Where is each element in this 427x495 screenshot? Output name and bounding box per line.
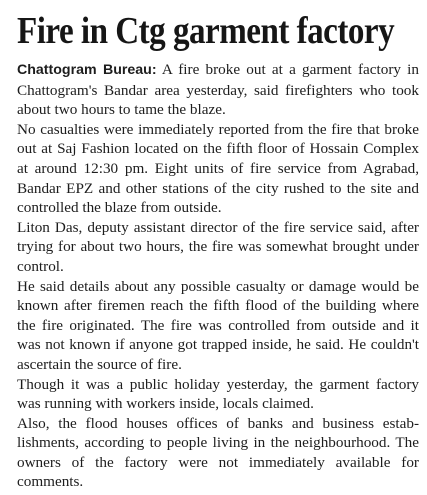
article-body: [17, 60, 419, 492]
article-paragraph: Though it was a public holiday yesterday, the garment factory was running with workers inside, locals claimed.: [17, 375, 419, 413]
article-headline: Fire in Ctg garment factory: [17, 10, 395, 52]
article-paragraph: Liton Das, deputy assistant director of the fire service said, after trying for about two hours, the fire was somewhat brought under control.: [17, 218, 419, 275]
article-byline: Chattogram Bureau:: [17, 62, 157, 78]
lead-paragraph: [17, 60, 419, 120]
article-paragraph: No casualties were immediately reported from the fire that broke out at Saj Fashion located on the fifth floor of Hossain Complex at around 12:30 pm. Eight units of fire service from Agrabad, Bandar EPZ and other stations of the city rushed to the site and controlled the blaze from outside.: [17, 120, 419, 217]
article-paragraph: He said details about any possible casualty or damage would be known after firemen reach the fifth flood of the building where the fire originated. The fire was controlled from outside and it was not known if anyone got trapped inside, he said. He couldn't ascertain the source of fire.: [17, 277, 419, 373]
lead-text: A fire broke out at a garment factory in Chattogram's Bandar area yesterday, said firefighters who took about two hours to tame the blaze.: [17, 61, 419, 119]
article-paragraph: Also, the flood houses offices of banks and business establishments, according to people living in the neighbourhood. The owners of the factory were not immediately available for comments.: [17, 414, 419, 491]
